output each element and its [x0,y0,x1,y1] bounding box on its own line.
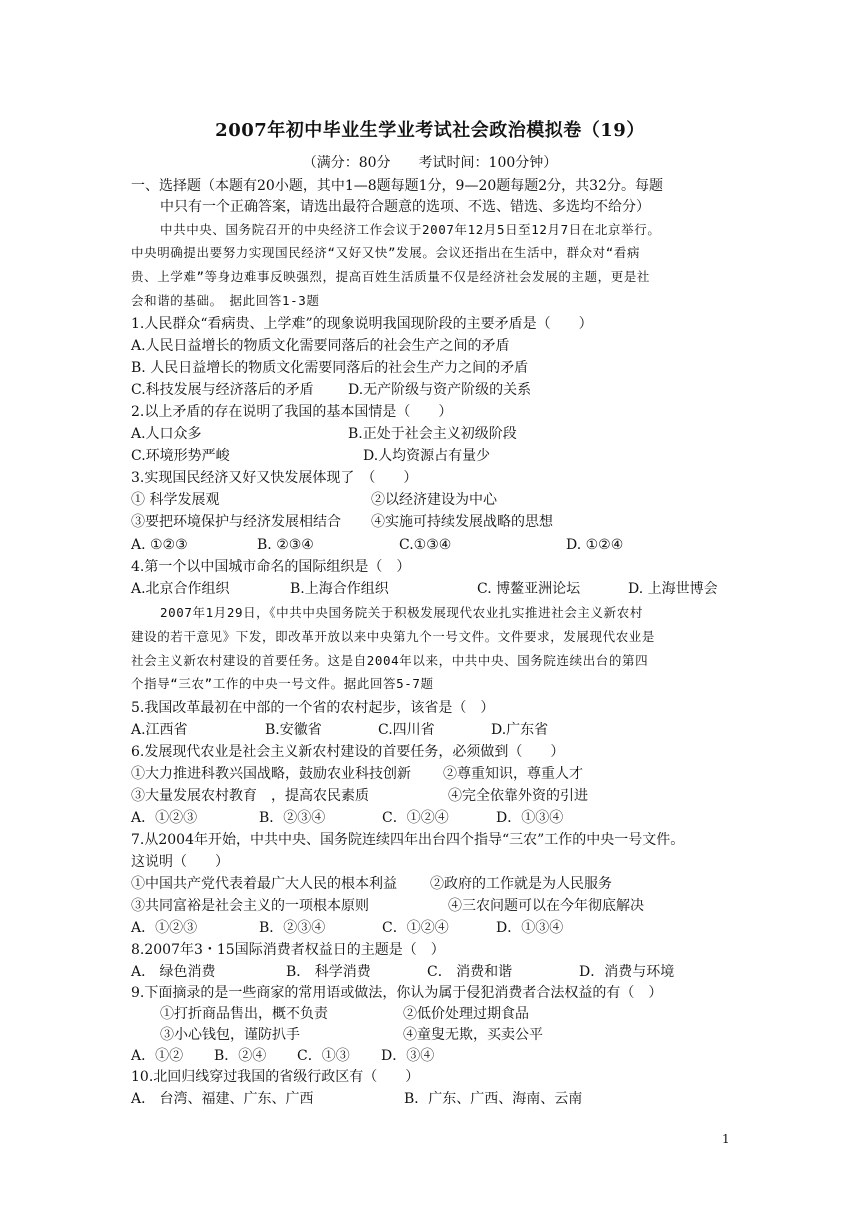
q9-item-4: ④童叟无欺，买卖公平 [403,1027,543,1043]
section-heading-cont: 中只有一个正确答案，请选出最符合题意的选项、不选、错选、多选均不给分） [160,199,650,215]
q3-item-4: ④实施可持续发展战略的思想 [371,514,553,530]
material-2-line: 个指导“三农”工作的中央一号文件。据此回答5-7题 [131,676,434,691]
q10-option-b: B．广东、广西、海南、云南 [404,1091,583,1107]
q3-stem: 3.实现国民经济又好又快发展体现了 （ ） [131,470,418,486]
q2-option-c: C.环境形势严峻 [131,448,230,464]
q9-item-2: ②低价处理过期食品 [403,1006,529,1022]
q5-option-a: A.江西省 [131,722,188,738]
q8-option-b: B． 科学消费 [286,964,371,980]
q6-stem: 6.发展现代农业是社会主义新农村建设的首要任务，必须做到（ ） [131,744,565,760]
q5-option-d: D.广东省 [491,722,549,738]
q9-item-1: ①打折商品售出，概不负责 [160,1006,328,1022]
q5-option-c: C.四川省 [378,722,435,738]
q3-option-b: B. ②③④ [257,537,314,553]
q7-option-a: A．①②③ [131,920,198,936]
q8-option-d: D．消费与环境 [579,964,675,980]
q7-item-4: ④三农问题可以在今年彻底解决 [448,898,644,914]
material-2-line: 建设的若干意见》下发，即改革开放以来中央第九个一号文件。文件要求，发展现代农业是 [131,629,656,644]
material-2-line: 2007年1月29日，《中共中央国务院关于积极发展现代农业扎实推进社会主义新农村 [160,605,643,620]
q10-stem: 10.北回归线穿过我国的省级行政区有（ ） [131,1069,420,1085]
q7-option-c: C．①②④ [382,920,449,936]
q3-item-1: ① 科学发展观 [131,492,220,508]
q1-stem: 1.人民群众“看病贵、上学难”的现象说明我国现阶段的主要矛盾是（ ） [131,316,593,332]
q3-option-d: D. ①②④ [566,537,624,553]
q8-option-a: A． 绿色消费 [131,964,216,980]
exam-subtitle: （满分：80分 考试时间：100分钟） [302,155,558,171]
section-heading: 一、选择题（本题有20小题，其中1—8题每题1分，9—20题每题2分，共32分。每题 [131,178,663,194]
q3-item-3: ③要把环境保护与经济发展相结合 [131,514,341,530]
q9-option-d: D．③④ [381,1048,435,1064]
material-1-line: 会和谐的基础。 据此回答1-3题 [131,293,320,308]
q3-option-a: A. ①②③ [131,537,188,553]
q4-option-d: D. 上海世博会 [628,581,718,597]
q3-option-c: C.①③④ [399,537,452,553]
q4-stem: 4.第一个以中国城市命名的国际组织是（ ） [131,559,411,575]
q7-item-2: ②政府的工作就是为人民服务 [430,876,612,892]
q1-option-d: D.无产阶级与资产阶级的关系 [348,382,532,398]
material-2-line: 社会主义新农村建设的首要任务。这是自2004年以来，中共中央、国务院连续出台的第四 [131,653,649,668]
material-1-line: 中央明确提出要努力实现国民经济“又好又快”发展。会议还指出在生活中，群众对“看病 [131,245,641,260]
q9-option-b: B．②④ [214,1048,267,1064]
material-1-line: 中共中央、国务院召开的中央经济工作会议于2007年12月5日至12月7日在北京举行。 [160,222,661,237]
q3-item-2: ②以经济建设为中心 [371,492,497,508]
q2-stem: 2.以上矛盾的存在说明了我国的基本国情是（ ） [131,404,453,420]
q8-stem: 8.2007年3・15国际消费者权益日的主题是（ ） [131,942,445,958]
q5-option-b: B.安徽省 [265,722,322,738]
q6-option-d: D．①③④ [496,810,564,826]
q6-option-b: B．②③④ [259,810,326,826]
q5-stem: 5.我国改革最初在中部的一个省的农村起步，该省是（ ） [131,700,495,716]
q7-option-d: D．①③④ [496,920,564,936]
page-number: 1 [722,1132,730,1146]
q4-option-c: C. 博鳌亚洲论坛 [477,581,581,597]
q9-stem: 9.下面摘录的是一些商家的常用语或做法，你认为属于侵犯消费者合法权益的有（ ） [131,985,663,1001]
material-1-line: 贵、上学难”等身边难事反映强烈，提高百姓生活质量不仅是经济社会发展的主题，更是社 [131,269,651,284]
q1-option-c: C.科技发展与经济落后的矛盾 [131,382,314,398]
q10-option-a: A． 台湾、福建、广东、广西 [131,1091,314,1107]
q7-item-3: ③共同富裕是社会主义的一项根本原则 [131,898,369,914]
q1-option-b: B. 人民日益增长的物质文化需要同落后的社会生产力之间的矛盾 [131,360,529,376]
q2-option-d: D.人均资源占有量少 [363,448,491,464]
q7-stem-cont: 这说明（ ） [131,854,229,870]
q2-option-b: B.正处于社会主义初级阶段 [348,426,517,442]
q8-option-c: C． 消费和谐 [427,964,513,980]
q6-item-3: ③大量发展农村教育 ，提高农民素质 [131,788,369,804]
q6-option-c: C．①②④ [382,810,449,826]
q2-option-a: A.人口众多 [131,426,202,442]
q4-option-b: B.上海合作组织 [290,581,389,597]
q7-item-1: ①中国共产党代表着最广大人民的根本利益 [131,876,397,892]
q6-option-a: A．①②③ [131,810,198,826]
q6-item-4: ④完全依靠外资的引进 [448,788,588,804]
q7-stem: 7.从2004年开始，中共中央、国务院连续四年出台四个指导“三农”工作的中央一号文件。 [131,832,685,848]
q9-option-c: C．①③ [297,1048,350,1064]
q1-option-a: A.人民日益增长的物质文化需要同落后的社会生产之间的矛盾 [131,338,510,354]
q9-item-3: ③小心钱包，谨防扒手 [160,1027,300,1043]
exam-title: 2007年初中毕业生学业考试社会政治模拟卷（19） [215,120,645,141]
q9-option-a: A．①② [131,1048,184,1064]
q7-option-b: B．②③④ [259,920,326,936]
q4-option-a: A.北京合作组织 [131,581,230,597]
q6-item-1: ①大力推进科教兴国战略，鼓励农业科技创新 [131,766,411,782]
q6-item-2: ②尊重知识，尊重人才 [443,766,583,782]
